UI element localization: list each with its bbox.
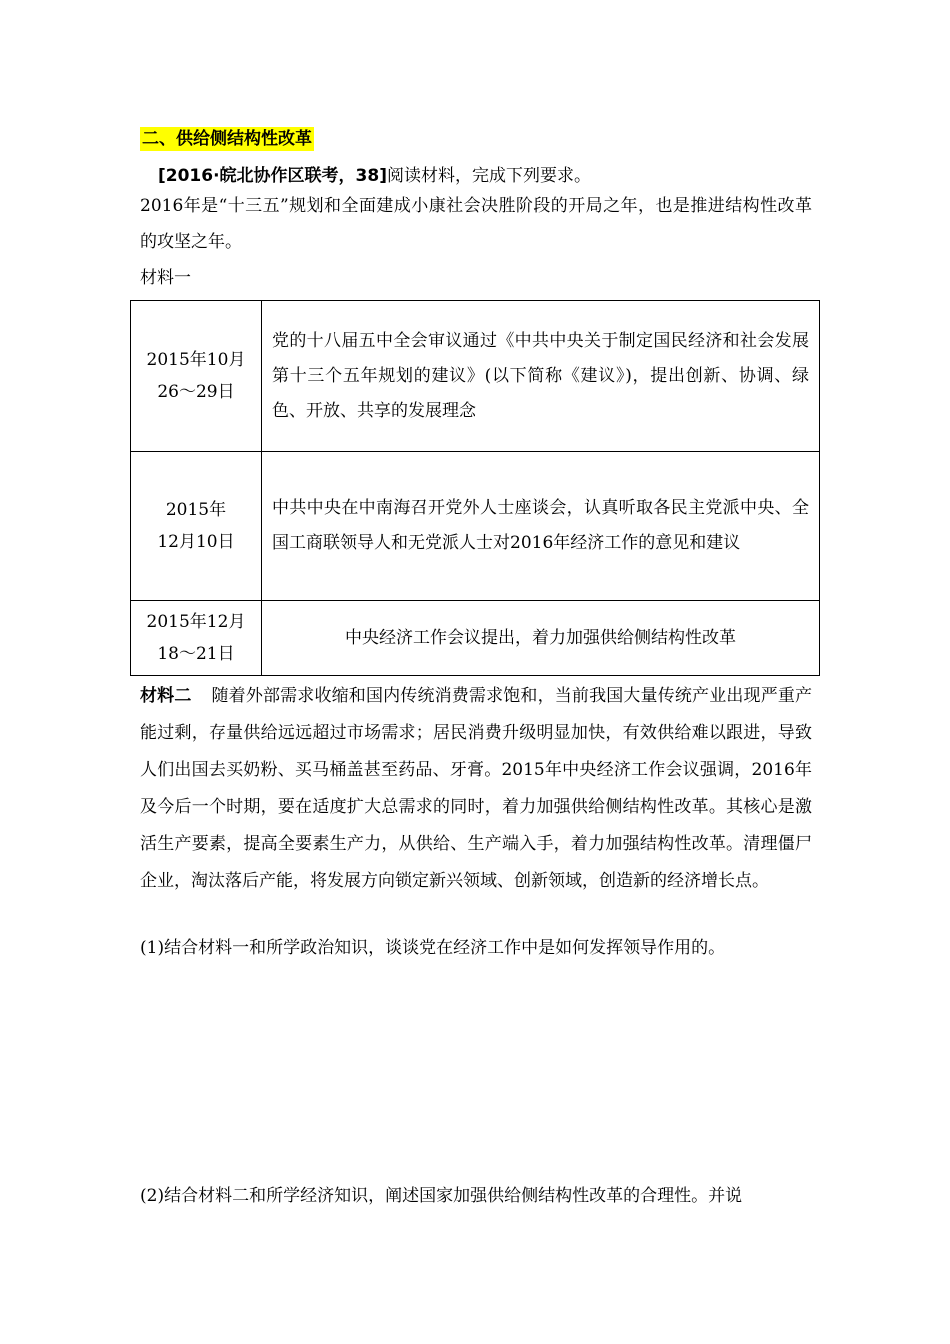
table-row [131, 601, 820, 676]
event-description: 党的十八届五中全会审议通过《中共中央关于制定国民经济和社会发展第十三个五年规划的建议》(以下简称《建议》)，提出创新、协调、绿色、开放、共享的发展理念 [262, 301, 820, 452]
question-source [158, 164, 591, 188]
material2-text: 随着外部需求收缩和国内传统消费需求饱和，当前我国大量传统产业出现严重产能过剩，存量供给远远超过市场需求；居民消费升级明显加快，有效供给难以跟进，导致人们出国去买奶粉、买马桶盖甚至药品、牙膏。2015年中央经济工作会议强调，2016年及今后一个时期，要在适度扩大总需求的同时，着力加强供给侧结构性改革。其核心是激活生产要素，提高全要素生产力，从供给、生产端入手，着力加强结构性改革。清理僵尸企业，淘汰落后产能，将发展方向锁定新兴领域、创新领域，创造新的经济增长点。 [140, 686, 813, 891]
event-description: 中共中央在中南海召开党外人士座谈会，认真听取各民主党派中央、全国工商联领导人和无党派人士对2016年经济工作的意见和建议 [262, 452, 820, 601]
material1-table [130, 300, 820, 676]
table-row [131, 301, 820, 452]
event-date-line1: 2015年 [165, 500, 227, 520]
source-instruction: 阅读材料，完成下列要求。 [386, 166, 591, 186]
event-date-line2: 26～29日 [157, 382, 235, 402]
source-tag: [2016·皖北协作区联考，38] [158, 166, 387, 186]
section-title: 二、供给侧结构性改革 [142, 129, 312, 149]
material1-label: 材料一 [140, 268, 191, 288]
event-date-line1: 2015年12月 [146, 612, 246, 632]
question-1: (1)结合材料一和所学政治知识，谈谈党在经济工作中是如何发挥领导作用的。 [140, 938, 726, 958]
intro-paragraph: 2016年是“十三五”规划和全面建成小康社会决胜阶段的开局之年，也是推进结构性改革的攻坚之年。 [140, 196, 812, 252]
event-description: 中央经济工作会议提出，着力加强供给侧结构性改革 [262, 601, 820, 676]
question-2: (2)结合材料二和所学经济知识，阐述国家加强供给侧结构性改革的合理性。并说 [140, 1186, 743, 1206]
event-date-line2: 18～21日 [157, 644, 235, 664]
event-date [131, 452, 262, 601]
material2-label: 材料二 [140, 686, 192, 706]
table-row [131, 452, 820, 601]
event-date-line1: 2015年10月 [146, 350, 246, 370]
event-date-line2: 12月10日 [157, 532, 235, 552]
event-date [131, 301, 262, 452]
event-date [131, 601, 262, 676]
material2-paragraph [140, 678, 812, 900]
